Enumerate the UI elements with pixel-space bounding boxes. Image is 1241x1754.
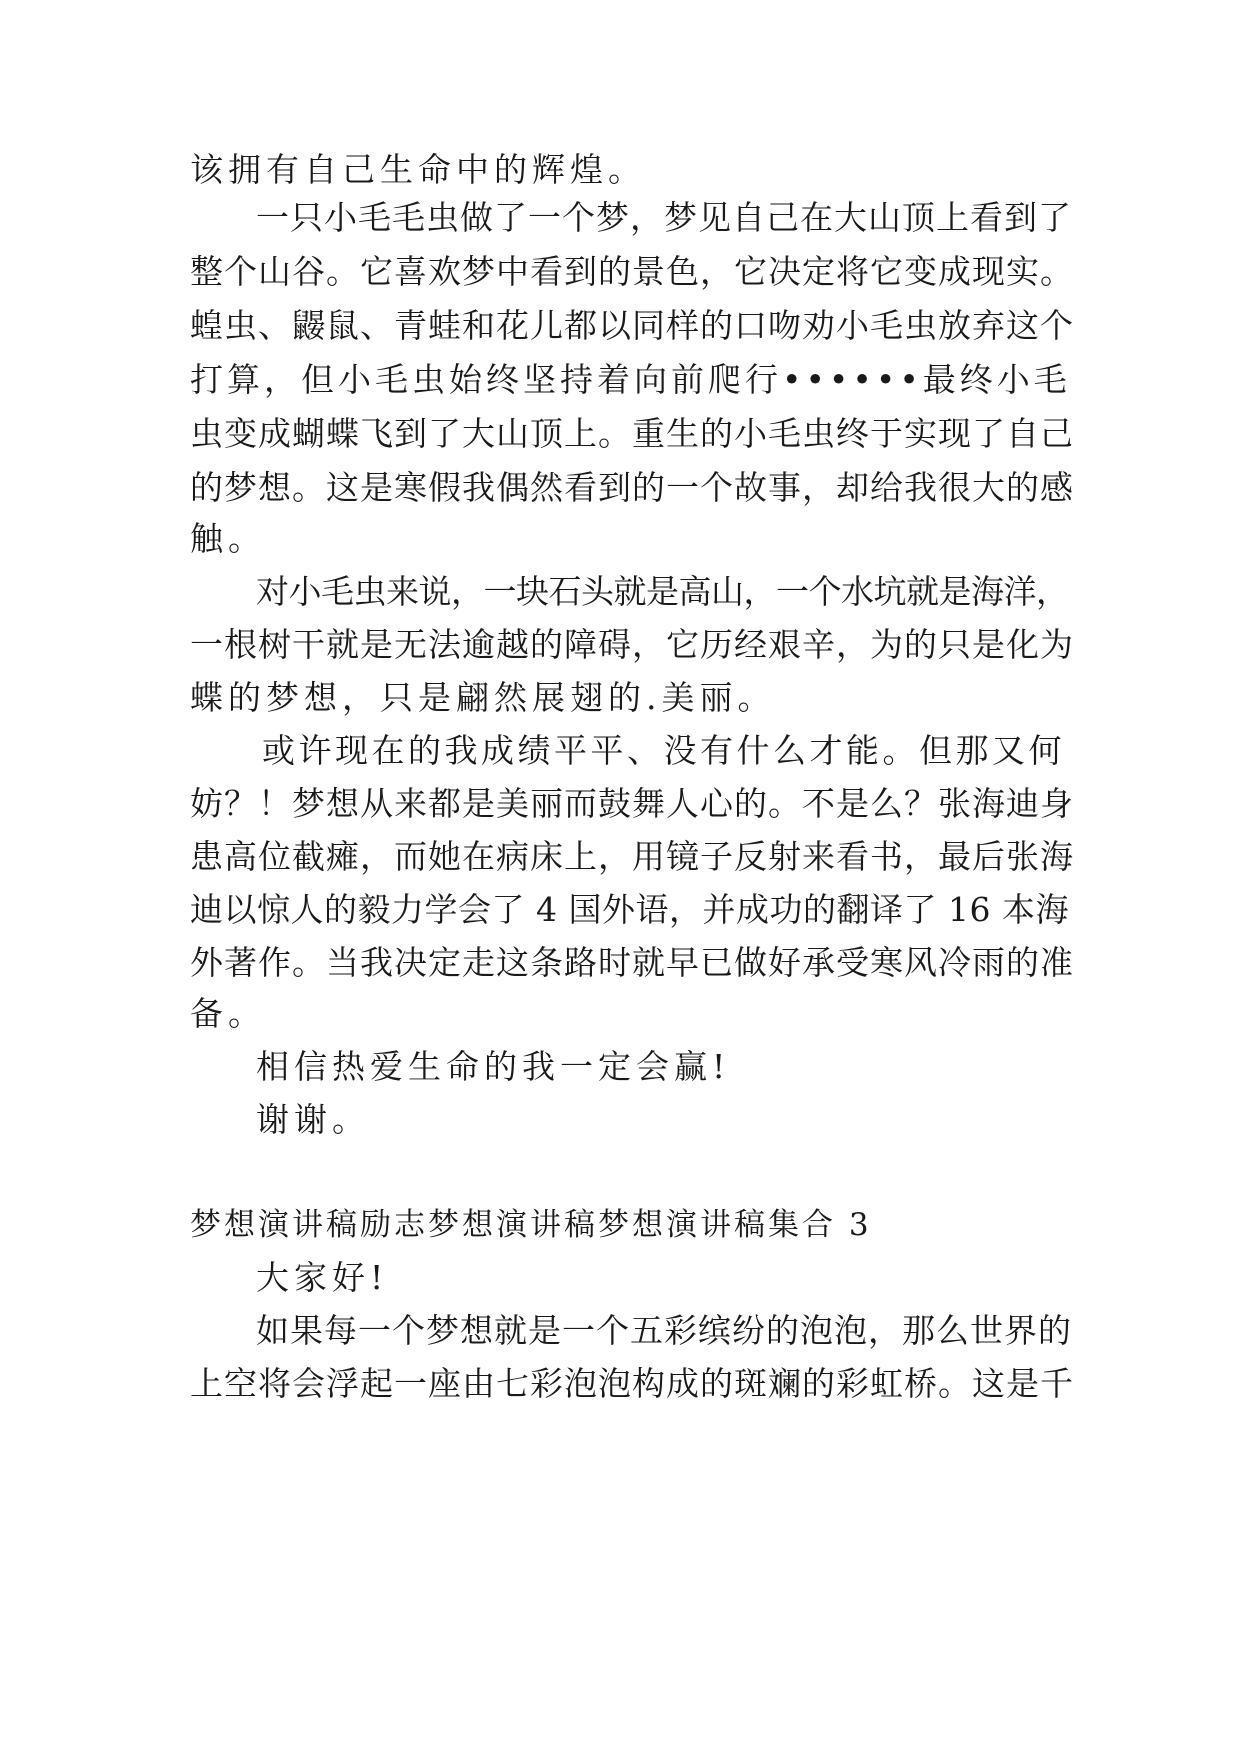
- text-line: 虫变成蝴蝶飞到了大山顶上。重生的小毛虫终于实现了自己: [190, 414, 1074, 453]
- greeting-line: 大家好!: [256, 1258, 389, 1297]
- closing-line: 相信热爱生命的我一定会赢!: [256, 1047, 731, 1086]
- text-line: 迪以惊人的毅力学会了 4 国外语，并成功的翻译了 16 本海: [190, 890, 1069, 929]
- text-line: 外著作。当我决定走这条路时就早已做好承受寒风冷雨的准: [190, 943, 1074, 982]
- text-line: 一根树干就是无法逾越的障碍，它历经艰辛，为的只是化为: [190, 625, 1074, 664]
- text-line: 的梦想。这是寒假我偶然看到的一个故事，却给我很大的感: [190, 468, 1074, 507]
- paragraph-first-line: 对小毛虫来说，一块石头就是高山，一个水坑就是海洋，: [256, 572, 1069, 611]
- text-line: 整个山谷。它喜欢梦中看到的景色，它决定将它变成现实。: [190, 252, 1074, 291]
- text-line: 上空将会浮起一座由七彩泡泡构成的斑斓的彩虹桥。这是千: [190, 1364, 1074, 1403]
- text-line: 备。: [190, 994, 266, 1033]
- text-line: 触。: [190, 519, 266, 558]
- paragraph-first-line: 或许现在的我成绩平平、没有什么才能。但那又何: [262, 731, 1065, 770]
- thanks-line: 谢谢。: [256, 1100, 370, 1139]
- text-line: 该拥有自己生命中的辉煌。: [190, 150, 646, 189]
- section-title: 梦想演讲稿励志梦想演讲稿梦想演讲稿集合 3: [190, 1207, 872, 1243]
- text-line: 患高位截瘫，而她在病床上，用镜子反射来看书，最后张海: [190, 837, 1074, 876]
- text-line: 蝗虫、鼹鼠、青蛙和花儿都以同样的口吻劝小毛虫放弃这个: [190, 306, 1074, 345]
- text-line: 妨？！梦想从来都是美丽而鼓舞人心的。不是么？张海迪身: [190, 784, 1074, 823]
- text-line: 打算，但小毛虫始终坚持着向前爬行••••••最终小毛: [190, 360, 1071, 399]
- paragraph-first-line: 如果每一个梦想就是一个五彩缤纷的泡泡，那么世界的: [256, 1311, 1072, 1350]
- text-line: 蝶的梦想，只是翩然展翅的.美丽。: [190, 678, 776, 717]
- paragraph-first-line: 一只小毛毛虫做了一个梦，梦见自己在大山顶上看到了: [256, 198, 1072, 237]
